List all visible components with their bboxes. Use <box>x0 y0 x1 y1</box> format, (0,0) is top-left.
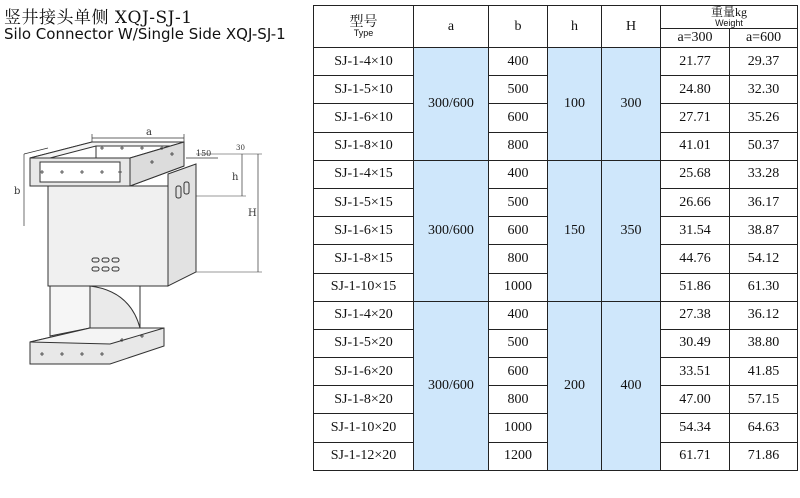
table-row <box>314 48 798 76</box>
cell-h: 200 <box>548 301 602 470</box>
cell-b: 400 <box>489 160 548 188</box>
cell-b: 800 <box>489 245 548 273</box>
cell-weight-600: 54.12 <box>730 245 798 273</box>
cell-b: 400 <box>489 48 548 76</box>
cell-b: 800 <box>489 386 548 414</box>
header-weight <box>661 6 798 29</box>
cell-weight-600: 64.63 <box>730 414 798 442</box>
header-h: h <box>548 6 602 48</box>
header-weight-cn: 重量kg <box>711 5 748 19</box>
cell-weight-300: 33.51 <box>661 358 730 386</box>
cell-weight-300: 47.00 <box>661 386 730 414</box>
connector-drawing <box>0 46 320 486</box>
cell-H: 400 <box>602 301 661 470</box>
header-type-en: Type <box>353 27 374 38</box>
cell-weight-600: 36.17 <box>730 188 798 216</box>
cell-b: 1000 <box>489 414 548 442</box>
cell-weight-300: 54.34 <box>661 414 730 442</box>
cell-b: 800 <box>489 132 548 160</box>
dim-h-label: h <box>232 172 239 183</box>
cell-H: 300 <box>602 48 661 161</box>
header-w600: a=600 <box>730 29 798 48</box>
cell-weight-600: 29.37 <box>730 48 798 76</box>
cell-b: 600 <box>489 104 548 132</box>
spec-table-body <box>314 48 798 471</box>
dim-30-label: 30 <box>236 144 245 152</box>
cell-type: SJ-1-8×20 <box>314 386 414 414</box>
cell-type: SJ-1-12×20 <box>314 442 414 470</box>
page-title-cn: 竖井接头单侧 XQJ-SJ-1 <box>4 8 193 28</box>
cell-weight-600: 33.28 <box>730 160 798 188</box>
header-H: H <box>602 6 661 48</box>
cell-weight-600: 38.80 <box>730 329 798 357</box>
cell-type: SJ-1-10×20 <box>314 414 414 442</box>
cell-b: 1000 <box>489 273 548 301</box>
cell-b: 600 <box>489 358 548 386</box>
cell-weight-300: 24.80 <box>661 76 730 104</box>
spec-table <box>313 5 798 471</box>
cell-type: SJ-1-4×10 <box>314 48 414 76</box>
cell-weight-300: 26.66 <box>661 188 730 216</box>
cell-a: 300/600 <box>414 48 489 161</box>
dim-b-label: b <box>14 186 21 197</box>
cell-a: 300/600 <box>414 160 489 301</box>
dim-a-label: a <box>146 127 152 138</box>
cell-weight-600: 32.30 <box>730 76 798 104</box>
cell-b: 500 <box>489 188 548 216</box>
cell-b: 400 <box>489 301 548 329</box>
cell-weight-600: 38.87 <box>730 217 798 245</box>
header-type <box>314 6 414 48</box>
cell-h: 100 <box>548 48 602 161</box>
cell-type: SJ-1-4×15 <box>314 160 414 188</box>
header-a: a <box>414 6 489 48</box>
cell-weight-600: 50.37 <box>730 132 798 160</box>
cell-a: 300/600 <box>414 301 489 470</box>
cell-type: SJ-1-5×10 <box>314 76 414 104</box>
cell-weight-600: 36.12 <box>730 301 798 329</box>
cell-weight-300: 31.54 <box>661 217 730 245</box>
cell-type: SJ-1-5×20 <box>314 329 414 357</box>
cell-weight-300: 44.76 <box>661 245 730 273</box>
cell-b: 500 <box>489 76 548 104</box>
cell-weight-300: 51.86 <box>661 273 730 301</box>
header-w300: a=300 <box>661 29 730 48</box>
cell-weight-600: 35.26 <box>730 104 798 132</box>
cell-weight-300: 27.71 <box>661 104 730 132</box>
cell-weight-600: 61.30 <box>730 273 798 301</box>
cell-type: SJ-1-6×10 <box>314 104 414 132</box>
cell-weight-300: 25.68 <box>661 160 730 188</box>
cell-weight-300: 27.38 <box>661 301 730 329</box>
cell-type: SJ-1-10×15 <box>314 273 414 301</box>
cell-type: SJ-1-6×15 <box>314 217 414 245</box>
header-b: b <box>489 6 548 48</box>
dim-150-label: 150 <box>196 149 212 158</box>
header-type-cn: 型号 <box>349 14 378 30</box>
cell-weight-600: 57.15 <box>730 386 798 414</box>
cell-weight-300: 61.71 <box>661 442 730 470</box>
cell-type: SJ-1-4×20 <box>314 301 414 329</box>
dim-H-label: H <box>248 208 257 219</box>
cell-weight-600: 71.86 <box>730 442 798 470</box>
cell-type: SJ-1-5×15 <box>314 188 414 216</box>
cell-b: 500 <box>489 329 548 357</box>
cell-weight-300: 30.49 <box>661 329 730 357</box>
cell-type: SJ-1-6×20 <box>314 358 414 386</box>
cell-weight-300: 41.01 <box>661 132 730 160</box>
page-title-en: Silo Connector W/Single Side XQJ-SJ-1 <box>4 25 286 43</box>
cell-weight-600: 41.85 <box>730 358 798 386</box>
cell-weight-300: 21.77 <box>661 48 730 76</box>
cell-b: 1200 <box>489 442 548 470</box>
header-weight-en: Weight <box>715 18 743 28</box>
cell-h: 150 <box>548 160 602 301</box>
table-row <box>314 160 798 188</box>
table-row <box>314 301 798 329</box>
cell-b: 600 <box>489 217 548 245</box>
cell-type: SJ-1-8×15 <box>314 245 414 273</box>
cell-H: 350 <box>602 160 661 301</box>
cell-type: SJ-1-8×10 <box>314 132 414 160</box>
